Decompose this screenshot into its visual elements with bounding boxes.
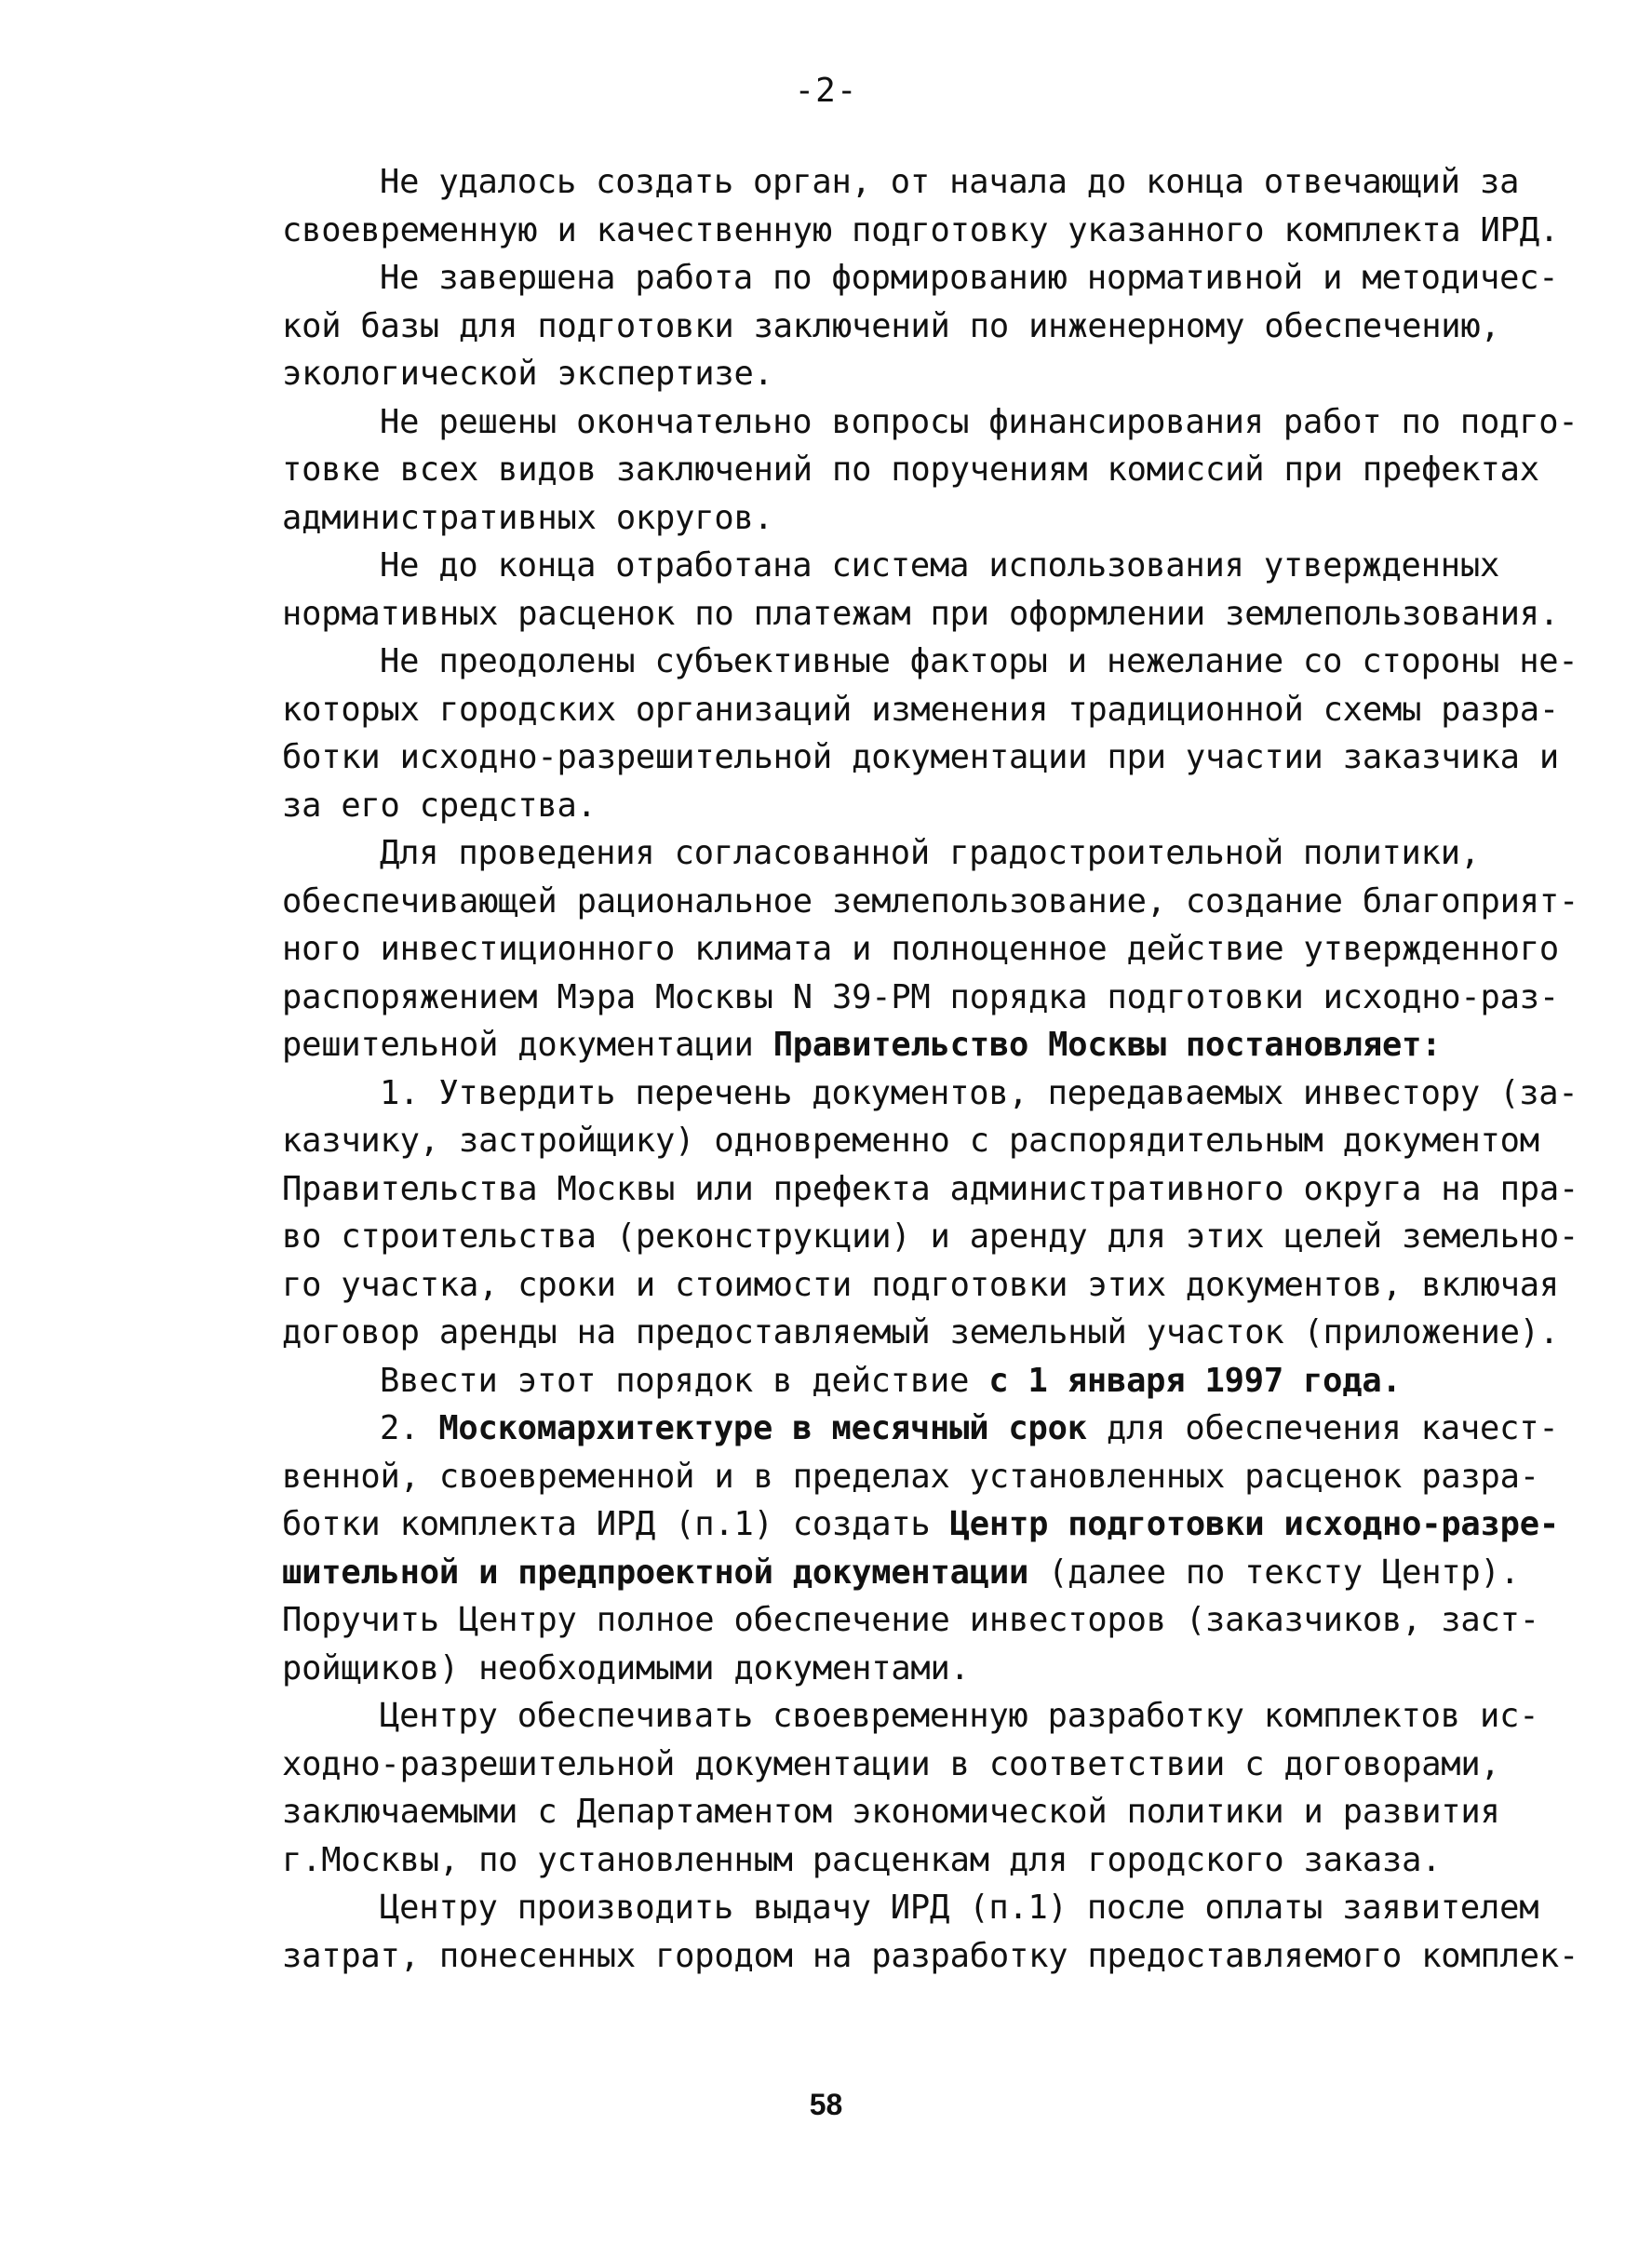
text-line: за его средства. [282, 786, 597, 825]
text-run-bold: Центр подготовки исходно-разре- [949, 1505, 1559, 1543]
effective-date: с 1 января 1997 года. [988, 1361, 1402, 1400]
text-line: заключаемыми с Департаментом экономической политики и развития [282, 1793, 1500, 1831]
text-line: Не решены окончательно вопросы финансирования работ по подго- [380, 402, 1578, 441]
text-line: затрат, понесенных городом на разработку предоставляемого комплек- [282, 1936, 1579, 1975]
text-line: го участка, сроки и стоимости подготовки этих документов, включая [282, 1265, 1559, 1304]
text-line [184, 1405, 1559, 1453]
text-line: казчику, застройщику) одновременно с распорядительным документом [282, 1122, 1539, 1160]
document-body [184, 158, 1579, 1980]
paragraph [184, 638, 1578, 829]
item-number: 2. [380, 1409, 439, 1447]
text-line: ного инвестиционного климата и полноценное действие утвержденного [282, 930, 1559, 968]
text-line: своевременную и качественную подготовку указанного комплекта ИРД. [282, 210, 1559, 249]
text-line: ройщиков) необходимыми документами. [282, 1648, 970, 1688]
text-line: 1. Утвердить перечень документов, передаваемых инвестору (за- [380, 1073, 1578, 1112]
paragraph [184, 1069, 1579, 1357]
text-line: г.Москвы, по установленным расценкам для городского заказа. [282, 1840, 1442, 1879]
text-run: ботки комплекта ИРД (п.1) создать [282, 1505, 950, 1543]
text-line: Центру производить выдачу ИРД (п.1) после оплаты заявителем [380, 1889, 1539, 1927]
paragraph [184, 398, 1578, 543]
text-line: во строительства (реконструкции) и аренду для этих целей земельно- [282, 1217, 1579, 1256]
paragraph [184, 1692, 1539, 1884]
paragraph [184, 829, 1579, 1069]
text-line: венной, своевременной и в пределах установленных расценок разра- [282, 1457, 1539, 1496]
paragraph [184, 1884, 1579, 1980]
text-line: нормативных расценок по платежам при оформлении землепользования. [282, 594, 1559, 633]
text-run-bold: Москомархитектуре в месячный срок [438, 1409, 1087, 1447]
text-line: кой базы для подготовки заключений по инженерному обеспечению, [282, 306, 1500, 345]
text-line: Не завершена работа по формированию нормативной и методичес- [380, 259, 1559, 297]
text-run: Ввести этот порядок в действие [380, 1361, 989, 1400]
text-line: Правительства Москвы или префекта административного округа на пра- [282, 1169, 1579, 1208]
page-marker: -2- [794, 72, 858, 110]
text-line: распоряжением Мэра Москвы N 39-РМ порядка подготовки исходно-раз- [282, 977, 1559, 1016]
text-line [184, 1549, 1520, 1597]
text-line: ходно-разрешительной документации в соответствии с договорами, [282, 1744, 1500, 1783]
text-line [184, 1021, 1464, 1069]
text-run: решительной документации [282, 1026, 773, 1064]
text-line: Не до конца отработана система использования утвержденных [380, 546, 1500, 585]
text-line: договор аренды на предоставляемый земельный участок (приложение). [282, 1313, 1559, 1351]
text-line [184, 1500, 1559, 1549]
text-line: которых городских организаций изменения традиционной схемы разра- [282, 690, 1559, 729]
paragraph [184, 1405, 1559, 1692]
text-line [184, 1357, 1464, 1405]
text-line: Для проведения согласованной градостроительной политики, [380, 834, 1480, 872]
text-line: Не удалось создать орган, от начала до конца отвечающий за [380, 163, 1520, 201]
paragraph [184, 158, 1559, 254]
text-line: ботки исходно-разрешительной документации при участии заказчика и [282, 738, 1559, 776]
paragraph [184, 542, 1559, 638]
paragraph [184, 254, 1559, 398]
text-run: (далее по тексту Центр). [1028, 1553, 1520, 1592]
text-line: товке всех видов заключений по поручениям комиссий при префектах [282, 450, 1539, 489]
text-line: обеспечивающей рациональное землепользование, создание благоприят- [282, 881, 1579, 921]
text-run-bold: шительной и предпроектной документации [282, 1553, 1029, 1592]
text-line: Не преодолены субъективные факторы и нежелание со стороны не- [380, 642, 1578, 680]
text-run: для обеспечения качест- [1086, 1409, 1559, 1447]
page-number: 58 [809, 2088, 843, 2121]
text-line: Поручить Центру полное обеспечение инвесторов (заказчиков, заст- [282, 1601, 1539, 1639]
paragraph [184, 1357, 1464, 1405]
text-line: административных округов. [282, 498, 773, 537]
decree-phrase: Правительство Москвы постановляет: [772, 1026, 1442, 1064]
text-line: экологической экспертизе. [282, 355, 773, 393]
text-line: Центру обеспечивать своевременную разработку комплектов ис- [380, 1697, 1539, 1735]
